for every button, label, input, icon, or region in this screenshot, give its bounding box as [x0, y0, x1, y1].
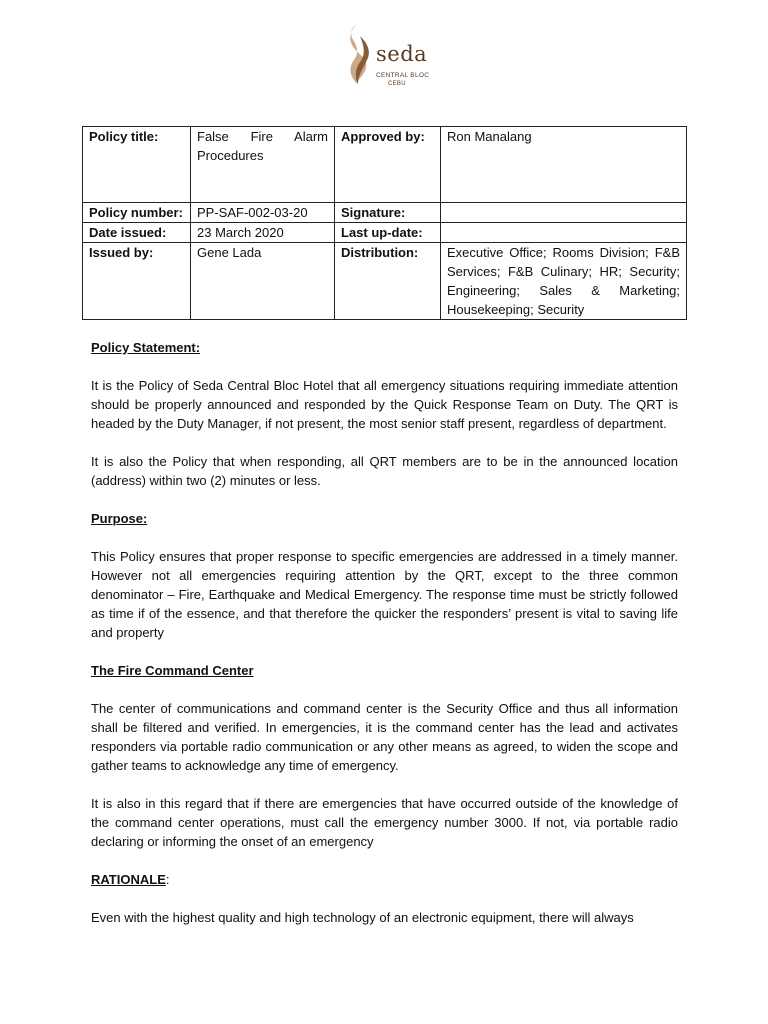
policy-info-table	[82, 126, 687, 320]
policy-title-text: False Fire Alarm Procedures	[197, 129, 328, 163]
last-update-value	[441, 223, 687, 243]
policy-title-label: Policy title:	[83, 127, 191, 203]
policy-body	[91, 338, 678, 946]
logo-city: CEBU	[388, 81, 406, 87]
policy-title-value	[191, 127, 335, 203]
last-update-label: Last up-date:	[335, 223, 441, 243]
policy-title-row	[83, 127, 687, 203]
seda-logo	[346, 22, 430, 94]
purpose-paragraph: This Policy ensures that proper response to specific emergencies are addressed in a timely manner. However not all emergencies requiring attention by the QRT, except to the three common denominator – Fire, Earthquake and Medical Emergency. The response time must be strictly followed as time if of the essence, and that therefore the quicker the responders’ present is vital to saving life and property	[91, 549, 678, 640]
issued-by-value: Gene Lada	[191, 243, 335, 320]
policy-statement-heading: Policy Statement:	[91, 340, 201, 355]
fire-command-heading: The Fire Command Center	[91, 663, 254, 678]
fire-command-paragraph-1: The center of communications and command center is the Security Office and thus all information shall be filtered and verified. In emergencies, it is the command center has the lead and activates responders via portable radio communication or any other means as agreed, to widen the scope and gather teams to acknowledge any time of emergency.	[91, 701, 678, 773]
distribution-value: Executive Office; Rooms Division; F&B Services; F&B Culinary; HR; Security; Engineering; Sales & Marketing; Housekeeping; Security	[441, 243, 687, 320]
approved-by-label: Approved by:	[335, 127, 441, 203]
rationale-colon: :	[165, 872, 170, 887]
policy-number-value: PP-SAF-002-03-20	[191, 203, 335, 223]
logo-subtitle: CENTRAL BLOC	[376, 72, 430, 79]
issued-by-row	[83, 243, 687, 320]
policy-statement-paragraph-1: It is the Policy of Seda Central Bloc Hotel that all emergency situations requiring immediate attention should be properly announced and responded by the Quick Response Team on Duty. The QRT is headed by the Duty Manager, if not present, the most senior staff present, regardless of department.	[91, 378, 678, 431]
policy-number-row	[83, 203, 687, 223]
signature-value	[441, 203, 687, 223]
purpose-heading: Purpose:	[91, 511, 148, 526]
seda-flame-mark	[346, 22, 376, 84]
date-issued-label: Date issued:	[83, 223, 191, 243]
signature-label: Signature:	[335, 203, 441, 223]
rationale-heading: RATIONALE	[91, 872, 166, 887]
rationale-heading-line	[91, 870, 678, 889]
date-issued-value: 23 March 2020	[191, 223, 335, 243]
policy-number-label: Policy number:	[83, 203, 191, 223]
fire-command-paragraph-2: It is also in this regard that if there are emergencies that have occurred outside of the knowledge of the command center operations, must call the emergency number 3000. If not, via portable radio declaring or informing the onset of an emergency	[91, 796, 678, 849]
rationale-paragraph: Even with the highest quality and high technology of an electronic equipment, there will always	[91, 910, 634, 925]
logo-wordmark: seda	[376, 42, 428, 66]
issued-by-label: Issued by:	[83, 243, 191, 320]
date-issued-row	[83, 223, 687, 243]
distribution-label: Distribution:	[335, 243, 441, 320]
policy-statement-paragraph-2: It is also the Policy that when responding, all QRT members are to be in the announced location (address) within two (2) minutes or less.	[91, 454, 678, 488]
approved-by-value: Ron Manalang	[441, 127, 687, 203]
